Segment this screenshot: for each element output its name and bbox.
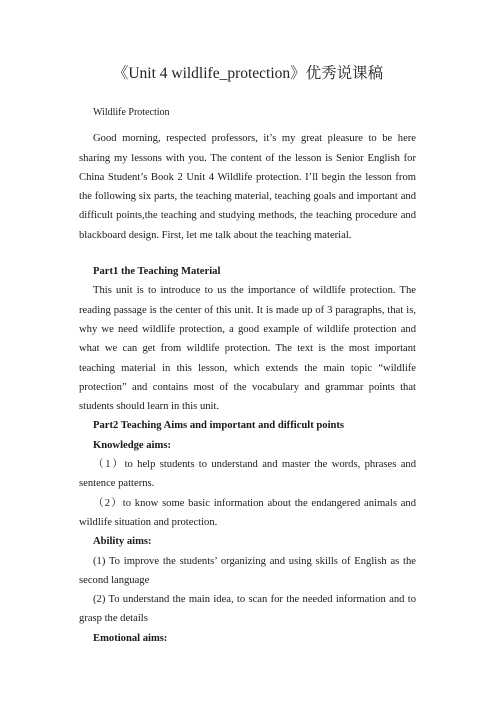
knowledge-aims-heading: Knowledge aims: [93, 439, 171, 451]
spacer [79, 245, 416, 262]
knowledge-aim-item: （1）to help students to understand and master the words, phrases and sentence patterns. [79, 459, 416, 490]
part1-paragraph: This unit is to introduce to us the importance of wildlife protection. The reading passage is the center of this unit. It is made up of 3 paragraphs, that is, why we need wildlife protection, a good example of wildlife protection and what we can get from wildlife protection. The text is the most important teaching material in this lesson, which extends the main topic “wildlife protection” and contains most of the vocabulary and grammar points that students should learn in this unit. [79, 285, 416, 413]
ability-aim-item: (1) To improve the students’ organizing and using skills of English as the second language [79, 555, 416, 586]
document-subtitle: Wildlife Protection [93, 107, 170, 118]
spacer [79, 122, 416, 129]
ability-aims-heading: Ability aims: [93, 536, 152, 548]
document-body [79, 103, 416, 648]
ability-aim-item: (2) To understand the main idea, to scan for the needed information and to grasp the details [79, 594, 416, 625]
emotional-aims-heading: Emotional aims: [93, 632, 168, 644]
knowledge-aim-item: （2）to know some basic information about the endangered animals and wildlife situation and protection. [79, 497, 416, 528]
part1-heading: Part1 the Teaching Material [93, 266, 221, 278]
intro-paragraph: Good morning, respected professors, it’s my great pleasure to be here sharing my lessons with you. The content of the lesson is Senior English for China Student’s Book 2 Unit 4 Wildlife protection. I’ll begin the lesson from the following six parts, the teaching material, teaching goals and important and difficult points,the teaching and studying methods, the teaching procedure and blackboard design. First, let me talk about the teaching material. [79, 133, 416, 241]
document-title: 《Unit 4 wildlife_protection》优秀说课稿 [112, 65, 384, 82]
part2-heading: Part2 Teaching Aims and important and difficult points [93, 420, 345, 432]
